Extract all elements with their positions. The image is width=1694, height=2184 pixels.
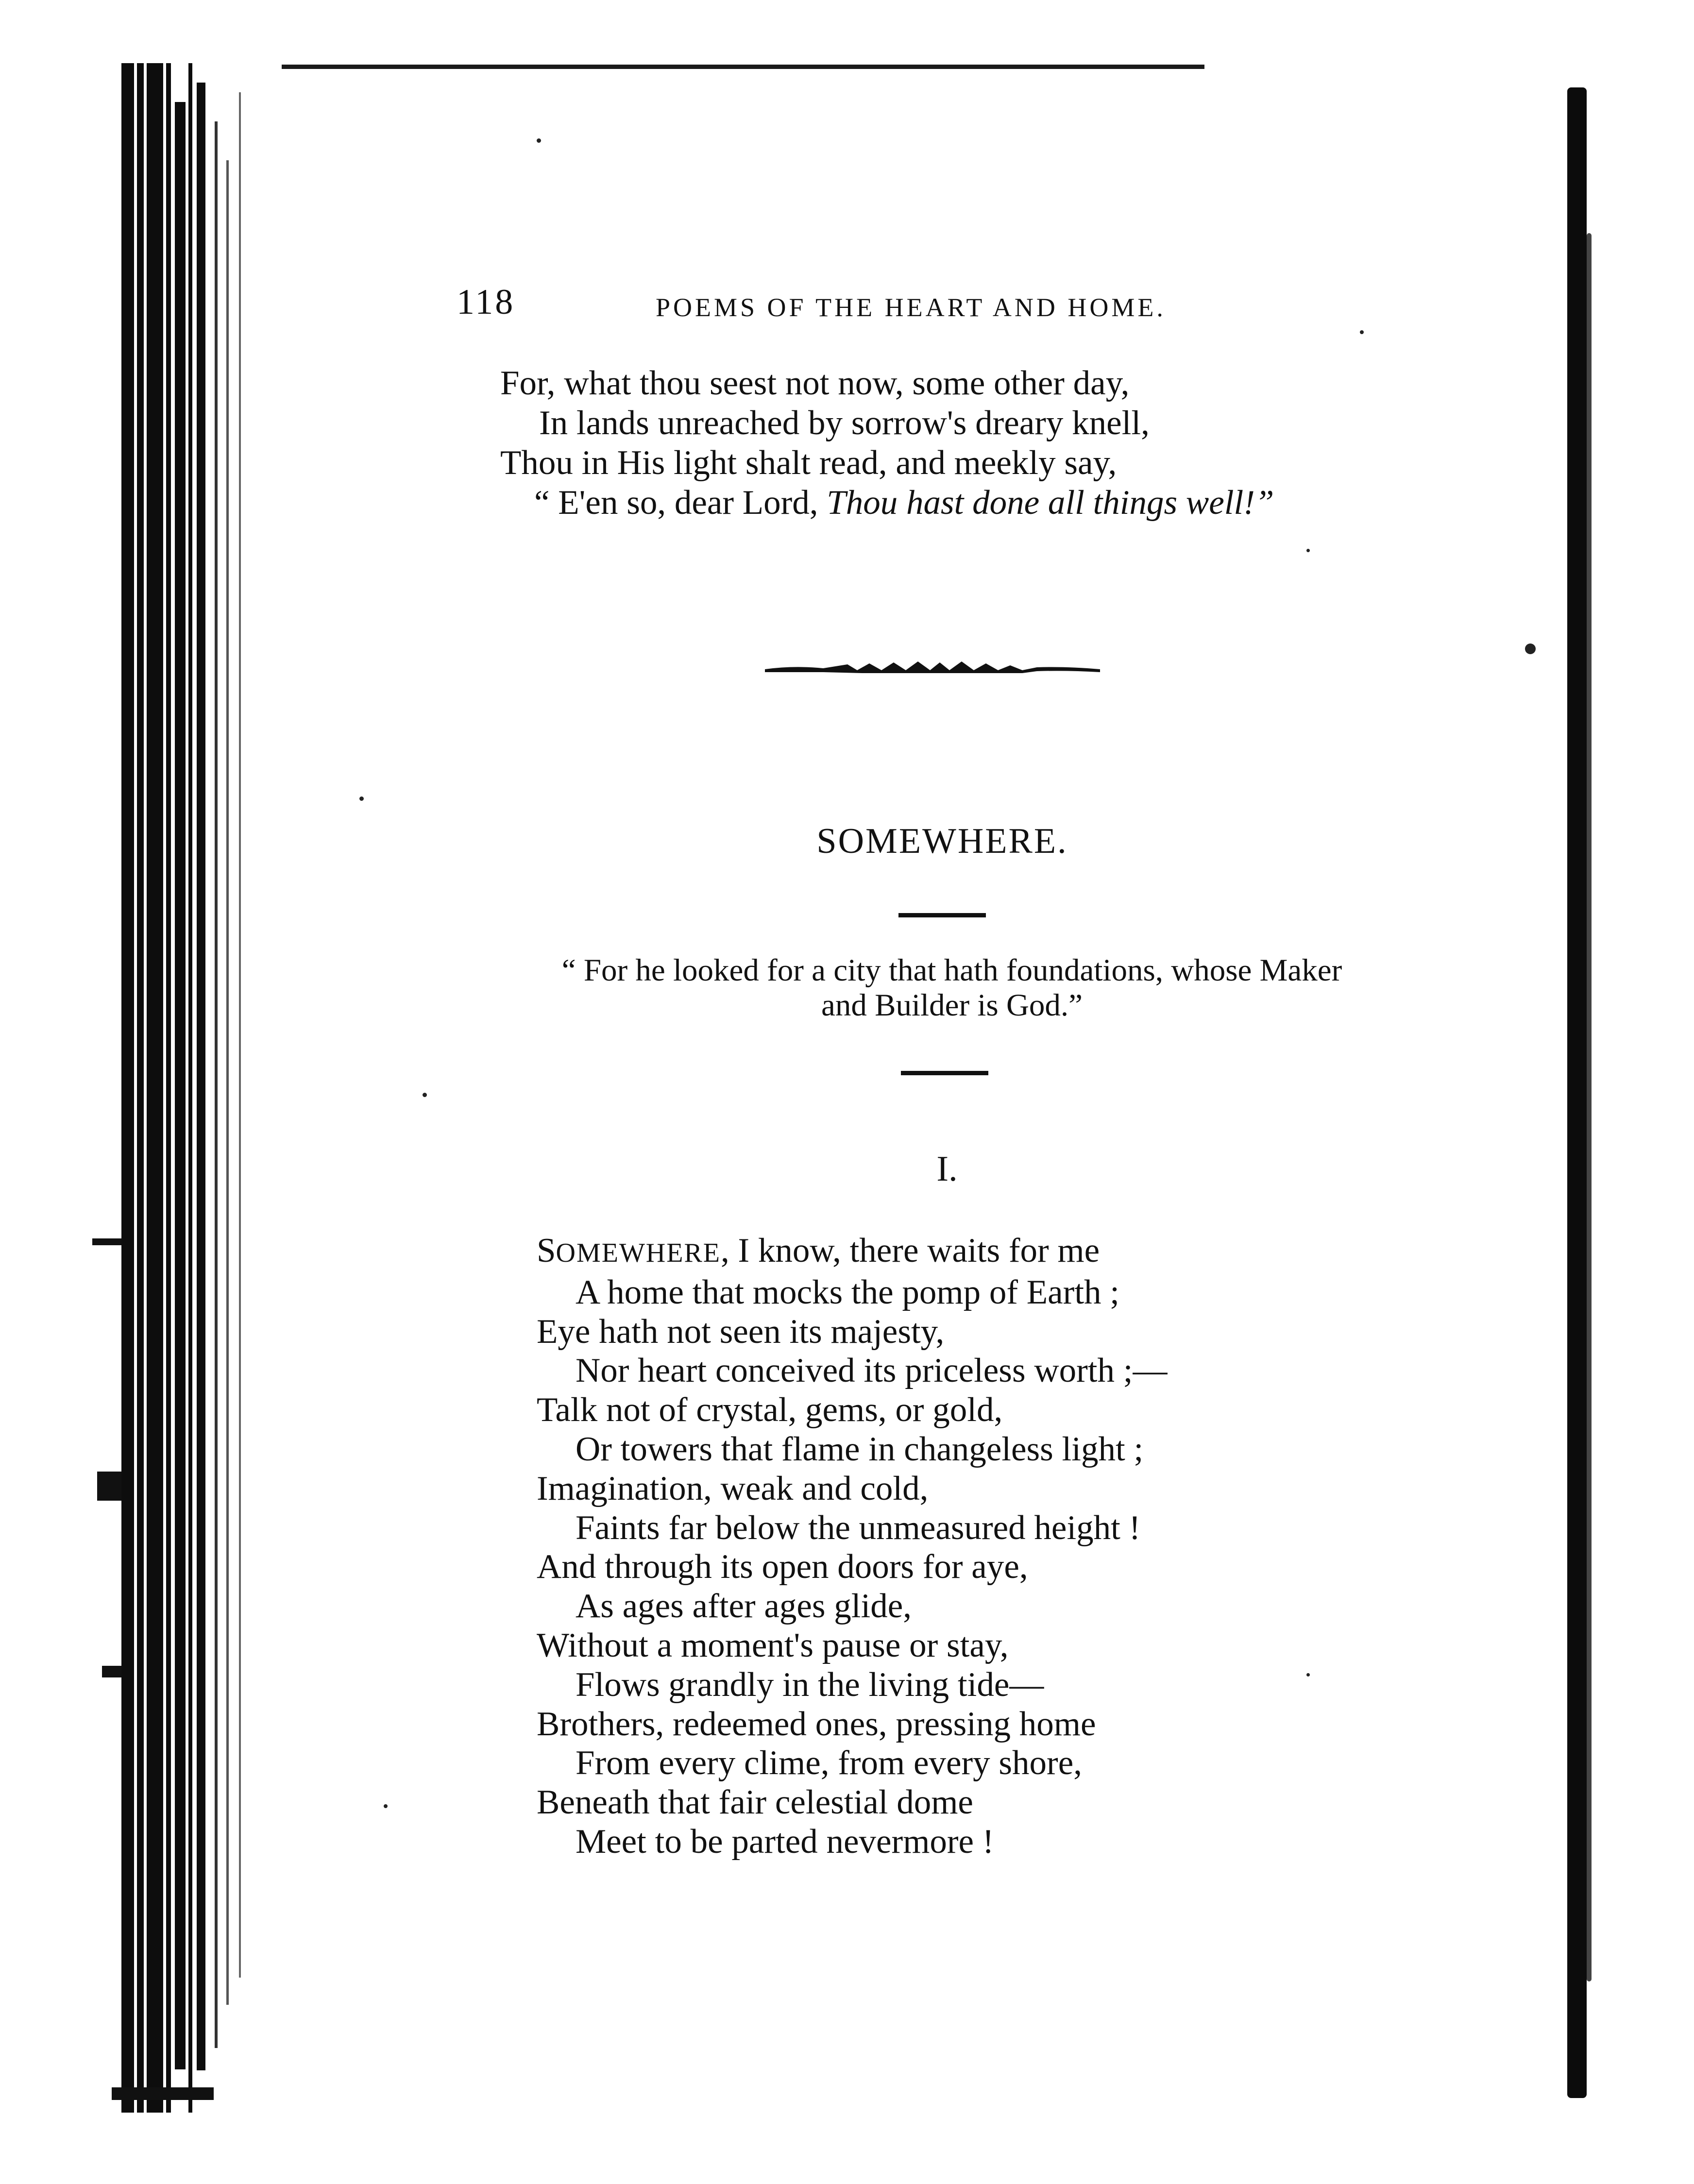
- verse-line: Beneath that fair celestial dome: [537, 1783, 973, 1822]
- page-number: 118: [457, 282, 515, 322]
- epigraph-line: and Builder is God.”: [821, 988, 1083, 1023]
- verse-line: From every clime, from every shore,: [576, 1744, 1082, 1782]
- verse-line: Flows grandly in the living tide—: [576, 1665, 1044, 1704]
- verse-line: Thou in His light shalt read, and meekly say,: [500, 444, 1117, 482]
- right-page-edge-shadow: [1561, 87, 1595, 2098]
- small-caps-initial: S: [537, 1232, 556, 1270]
- poem-title: SOMEWHERE.: [816, 821, 1068, 861]
- epigraph-line: “ For he looked for a city that hath foundations, whose Maker: [561, 953, 1342, 988]
- running-title: POEMS OF THE HEART AND HOME.: [656, 293, 1166, 322]
- verse-line: Nor heart conceived its priceless worth ;—: [576, 1352, 1168, 1390]
- epigraph-rule: [901, 1071, 988, 1075]
- poem-stanza: [537, 1231, 1167, 1862]
- verse-line: A home that mocks the pomp of Earth ;: [576, 1273, 1120, 1311]
- verse-line: Eye hath not seen its majesty,: [537, 1312, 945, 1351]
- small-caps-rest: OMEWHERE: [556, 1238, 721, 1268]
- verse-line: Meet to be parted nevermore !: [576, 1822, 994, 1861]
- verse-line: Imagination, weak and cold,: [537, 1469, 929, 1507]
- first-line-rest: , I know, there waits for me: [721, 1232, 1100, 1270]
- verse-line: For, what thou seest not now, some other day,: [500, 364, 1130, 402]
- closing-line-roman: “ E'en so, dear Lord,: [534, 484, 827, 522]
- verse-line: Or towers that flame in changeless light ;: [576, 1430, 1144, 1468]
- verse-line: In lands unreached by sorrow's dreary knell,: [539, 404, 1150, 442]
- verse-line: Faints far below the unmeasured height !: [576, 1508, 1141, 1547]
- verse-line: Brothers, redeemed ones, pressing home: [537, 1705, 1096, 1743]
- verse-line-closing: [500, 483, 1274, 523]
- ornamental-divider: [765, 656, 1100, 680]
- verse-line: As ages after ages glide,: [576, 1587, 912, 1625]
- epigraph: [466, 953, 1438, 1023]
- verse-line-first: [537, 1231, 1167, 1273]
- previous-poem-ending: [500, 363, 1274, 523]
- section-numeral: I.: [936, 1149, 958, 1189]
- verse-line: Talk not of crystal, gems, or gold,: [537, 1391, 1003, 1429]
- title-rule: [898, 913, 986, 917]
- bottom-scan-mark: [112, 2087, 214, 2100]
- running-header: [457, 282, 1379, 330]
- verse-line: Without a moment's pause or stay,: [537, 1626, 1009, 1664]
- closing-line-italic: Thou hast done all things well!”: [827, 484, 1274, 522]
- binding-gutter-shadow: [112, 63, 257, 2113]
- verse-line: And through its open doors for aye,: [537, 1548, 1028, 1586]
- top-scan-rule: [282, 65, 1204, 69]
